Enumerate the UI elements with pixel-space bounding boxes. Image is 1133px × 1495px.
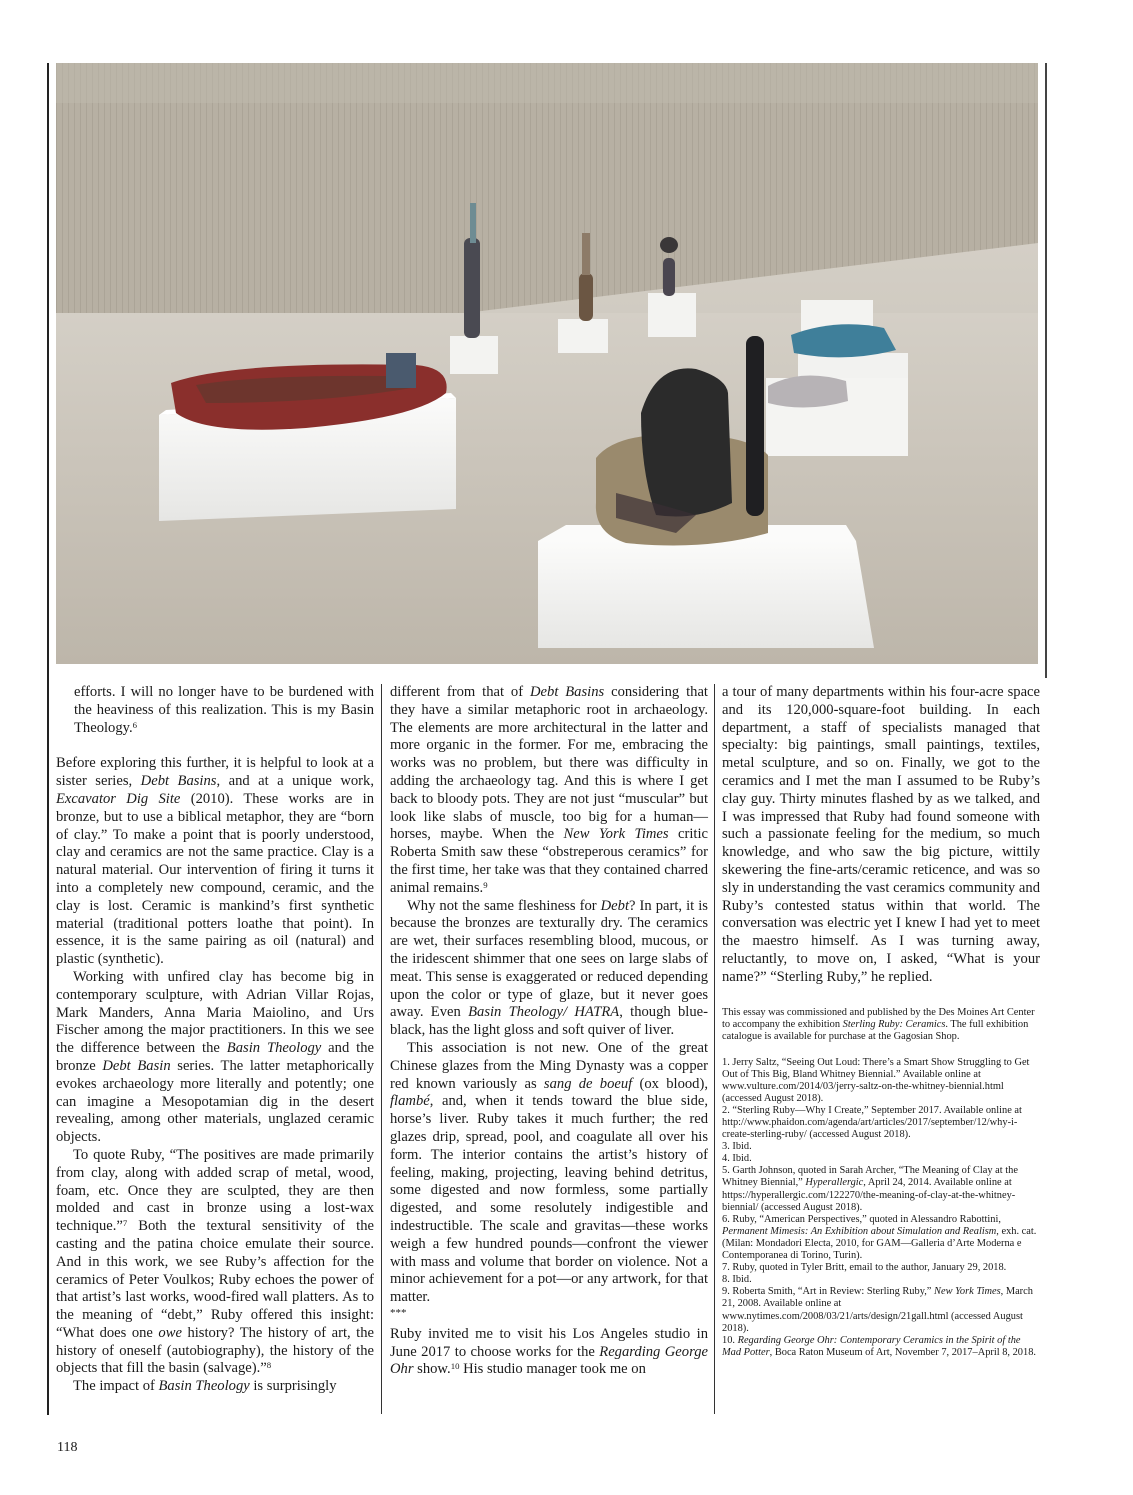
italic-title: New York Times <box>934 1286 1001 1298</box>
right-margin-rule <box>1045 63 1047 678</box>
endnote-2: 2. “Sterling Ruby—Why I Create,” September 2017. Available online at http://www.phaidon.com/agenda/art/articles/2017/september/12/why-i-create-sterling-ruby/ (accessed August 2018). <box>722 1104 1022 1141</box>
endnote-8: 8. Ibid. <box>722 1274 752 1286</box>
italic-title: Basin Theology/ HATRA <box>468 1004 620 1021</box>
endnote-7: 7. Ruby, quoted in Tyler Britt, email to the author, January 29, 2018. <box>722 1262 1007 1274</box>
endnote-9 <box>722 1286 1040 1334</box>
text: considering that they have a similar metaphoric root in archaeology. The elements are more architectural in the latter and more organic in the former. For me, embracing the works was no problem, but there was difficulty in adding the archaeology tag. And this is where I get back to bloody pots. They are not just “muscular” but look like slabs of muscle, too big for a human—horses, maybe. When the <box>390 684 708 843</box>
text: show. <box>413 1361 451 1378</box>
italic-title: Hyperallergic <box>805 1177 864 1189</box>
footnote-ref-9: 9 <box>483 879 488 890</box>
text: This essay was commissioned and published by the Des Moines Art Center to accompany the exhibition <box>722 1006 1035 1030</box>
paragraph <box>56 969 374 1147</box>
text: , March 21, 2008. Available online at www.nytimes.com/2008/03/21/arts/design/21gall.html (accessed August 2018). <box>722 1286 1033 1334</box>
text: 5. Garth Johnson, quoted in Sarah Archer, “The Meaning of Clay at the Whitney Biennial,” <box>722 1165 1018 1189</box>
endnote-4: 4. Ibid. <box>722 1153 752 1165</box>
endnote-6 <box>722 1214 1040 1262</box>
text: , April 24, 2014. Available online at https://hyperallergic.com/122270/the-meaning-of-clay-at-the-whitney-biennial/ (accessed August 2018). <box>722 1177 1016 1213</box>
paragraph <box>390 898 708 1040</box>
paragraph <box>56 1378 374 1396</box>
text: 6. Ruby, “American Perspectives,” quoted in Alessandro Rabottini, <box>722 1213 1001 1225</box>
footnote-ref-7: 7 <box>122 1218 128 1229</box>
text: and the bronze <box>56 1040 374 1074</box>
italic-word: owe <box>158 1324 182 1341</box>
paragraph <box>390 684 708 898</box>
italic-title: Debt Basins <box>140 773 217 790</box>
paragraph <box>56 755 374 969</box>
footnote-ref-10: 10 <box>450 1361 460 1372</box>
italic-title: Sterling Ruby: Ceramics <box>842 1018 946 1030</box>
italic-title: Debt <box>600 897 630 914</box>
italic-title: Debt Basin <box>102 1057 171 1074</box>
essay-credit <box>722 1007 1040 1043</box>
text: His studio manager took me on <box>459 1361 646 1378</box>
text: history? The history of art, the history of oneself (autobiography), the history of the objects that fill the basin (salvage).” <box>56 1324 374 1377</box>
italic-title: Excavator Dig Site <box>56 790 181 807</box>
column-rule-2 <box>714 684 715 1414</box>
text: Ruby invited me to visit his Los Angeles studio in June 2017 to choose works for the <box>390 1325 708 1360</box>
text: . The full exhibition catalogue is available for purchase at the Gagosian Shop. <box>722 1018 1029 1042</box>
quote-text: efforts. I will no longer have to be burdened with the heaviness of this realization. This is my Basin Theology. <box>74 684 374 736</box>
left-margin-rule <box>47 63 49 1415</box>
text: , exh. cat. (Milan: Mondadori Electa, 2010, for GAM—Galleria d’Arte Moderna e Contemporanea di Torino, Turin). <box>722 1225 1037 1262</box>
text-column-2 <box>390 684 708 1379</box>
paragraph <box>56 1147 374 1378</box>
text: This association is not new. One of the great Chinese glazes from the Ming Dynasty was a copper red known variously as <box>390 1039 708 1092</box>
text: , and, when it tends toward the blue side, horse’s liver. Ruby takes it much further; the red glazes drip, spread, pool, and coagulate all over his form. The interior contains the artist’s history of feeling, making, projecting, leaving behind detritus, some digested and now formless, some partially digested, and some resolutely indigestible and indestructible. The scale and gravitas—these works weigh a few hundred pounds—confront the viewer with mass and volume that border on violence. Not a minor achievement for a pot—or any artwork, for that matter. <box>390 1093 708 1306</box>
paragraph: a tour of many departments within his four-acre space and its 120,000-square-foot building. In each department, a staff of specialists managed that specialty: big paintings, small paintings, textiles, metal sculpture, and so on. Finally, we got to the ceramics and I met the man I assumed to be Ruby’s clay guy. Thirty minutes flashed by as we talked, and I was impressed that Ruby had found someone with such a passionate feeling for the medium, so much knowledge, and who saw the big picture, wittily skewering the fine-arts/ceramic reticence, and was so sly in understanding the vast ceramics community and Ruby’s contested status within that world. The conversation was electric yet I knew I had yet to meet the maestro himself. As I was turning away, reluctantly, to move on, I asked, “What is your name?” “Sterling Ruby,” he replied. <box>722 684 1040 985</box>
text: 9. Roberta Smith, “Art in Review: Sterling Ruby,” <box>722 1286 935 1298</box>
footnote-ref-8: 8 <box>266 1360 272 1371</box>
italic-title: New York Times <box>563 826 669 843</box>
italic-title: Debt Basins <box>530 684 605 700</box>
text: critic Roberta Smith saw these “obstreperous ceramics” for the first time, her take was that they contained charred animal remains. <box>390 826 708 896</box>
block-quote-end <box>56 684 374 737</box>
text: Before exploring this further, it is helpful to look at a sister series, <box>56 755 374 790</box>
endnote-3: 3. Ibid. <box>722 1141 752 1153</box>
text: 10. <box>722 1334 738 1346</box>
italic-title: Regarding George Ohr: Contemporary Ceramics in the Spirit of the Mad Potter <box>722 1334 1021 1358</box>
text: (2010). These works are in bronze, but to use a biblical metaphor, they are “born of clay.” To make a point that is poorly understood, clay and ceramics are not the same practice. Clay is a natural material. Our intervention of firing it turns it into a completely new compound, ceramic, and the clay is lost. Ceramic is mankind’s first synthetic material (traditional potters loathe that point). In essence, it is the same pairing as oil (natural) and plastic (synthetic). <box>56 790 375 968</box>
text-column-1 <box>56 684 374 1396</box>
footnote-ref-6: 6 <box>132 719 138 730</box>
italic-title: Basin Theology <box>158 1378 250 1395</box>
text-column-3 <box>722 684 1040 1359</box>
text: Working with unfired clay has become big in contemporary sculpture, with Adrian Villar Rojas, Mark Manders, Anna Maria Maiolino, and Urs Fischer among the major practitioners. In this we see the difference between the <box>56 968 374 1057</box>
italic-term: sang de boeuf <box>543 1075 633 1092</box>
text: Both the textural sensitivity of the casting and the patina choice emulate their source. And in this work, we see Ruby’s affection for the ceramics of Peter Voulkos; Ruby echoes the power of that artist’s last works, wood-fired wall platters. As to the meaning of “debt,” Ruby offered this insight: “What does one <box>56 1218 374 1341</box>
text: , Boca Raton Museum of Art, November 7, 2017–April 8, 2018. <box>769 1346 1036 1358</box>
italic-title: Permanent Mimesis: An Exhibition about Simulation and Realism <box>722 1225 997 1237</box>
paragraph <box>390 1326 708 1379</box>
text: ? In part, it is because the bronzes are texturally dry. The ceramics are wet, their surfaces resembling blood, mucous, or the iridescent shimmer that one sees on large slabs of meat. This sense is exaggerated or reduced depending upon the color or type of glaze, but it never goes away. Even <box>390 897 708 1021</box>
text: To quote Ruby, “The positives are made primarily from clay, along with added scrap of metal, wood, foam, etc. Once they are sculpted, they are then molded and cast in bronze using a lost-wax technique.” <box>56 1146 374 1235</box>
gallery-installation-photo <box>56 63 1038 664</box>
section-separator: *** <box>390 1306 407 1319</box>
endnotes <box>722 1057 1040 1359</box>
text: (ox blood), <box>632 1075 708 1092</box>
italic-title: Regarding George Ohr <box>390 1343 708 1378</box>
text: Why not the same fleshiness for <box>407 897 601 914</box>
paragraph <box>390 1040 708 1307</box>
page-number: 118 <box>57 1440 78 1455</box>
text: The impact of <box>73 1378 159 1395</box>
column-rule-1 <box>381 684 382 1414</box>
photo-illustration <box>56 63 1038 664</box>
italic-term: flambé <box>390 1093 430 1110</box>
text: series. The latter metaphorically evokes archaeology more literally and potently; one can imagine a Mesopotamian dig in the desert revealing, among other materials, unglazed ceramic objects. <box>56 1057 375 1146</box>
endnote-10 <box>722 1335 1040 1359</box>
text: , and at a unique work, <box>216 773 374 790</box>
text: different from that of <box>390 684 530 700</box>
text: is surprisingly <box>249 1378 337 1395</box>
endnote-5 <box>722 1165 1040 1213</box>
text: , though blue-black, has the light gloss and soft quiver of liver. <box>390 1004 708 1039</box>
italic-title: Basin Theology <box>226 1040 322 1057</box>
endnote-1: 1. Jerry Saltz, “Seeing Out Loud: There’s a Smart Show Struggling to Get Out of This Big, Bland Whitney Biennial.” Available online at www.vulture.com/2014/03/jerry-saltz-on-the-whitney-biennial.html (accessed August 2018). <box>722 1056 1030 1104</box>
